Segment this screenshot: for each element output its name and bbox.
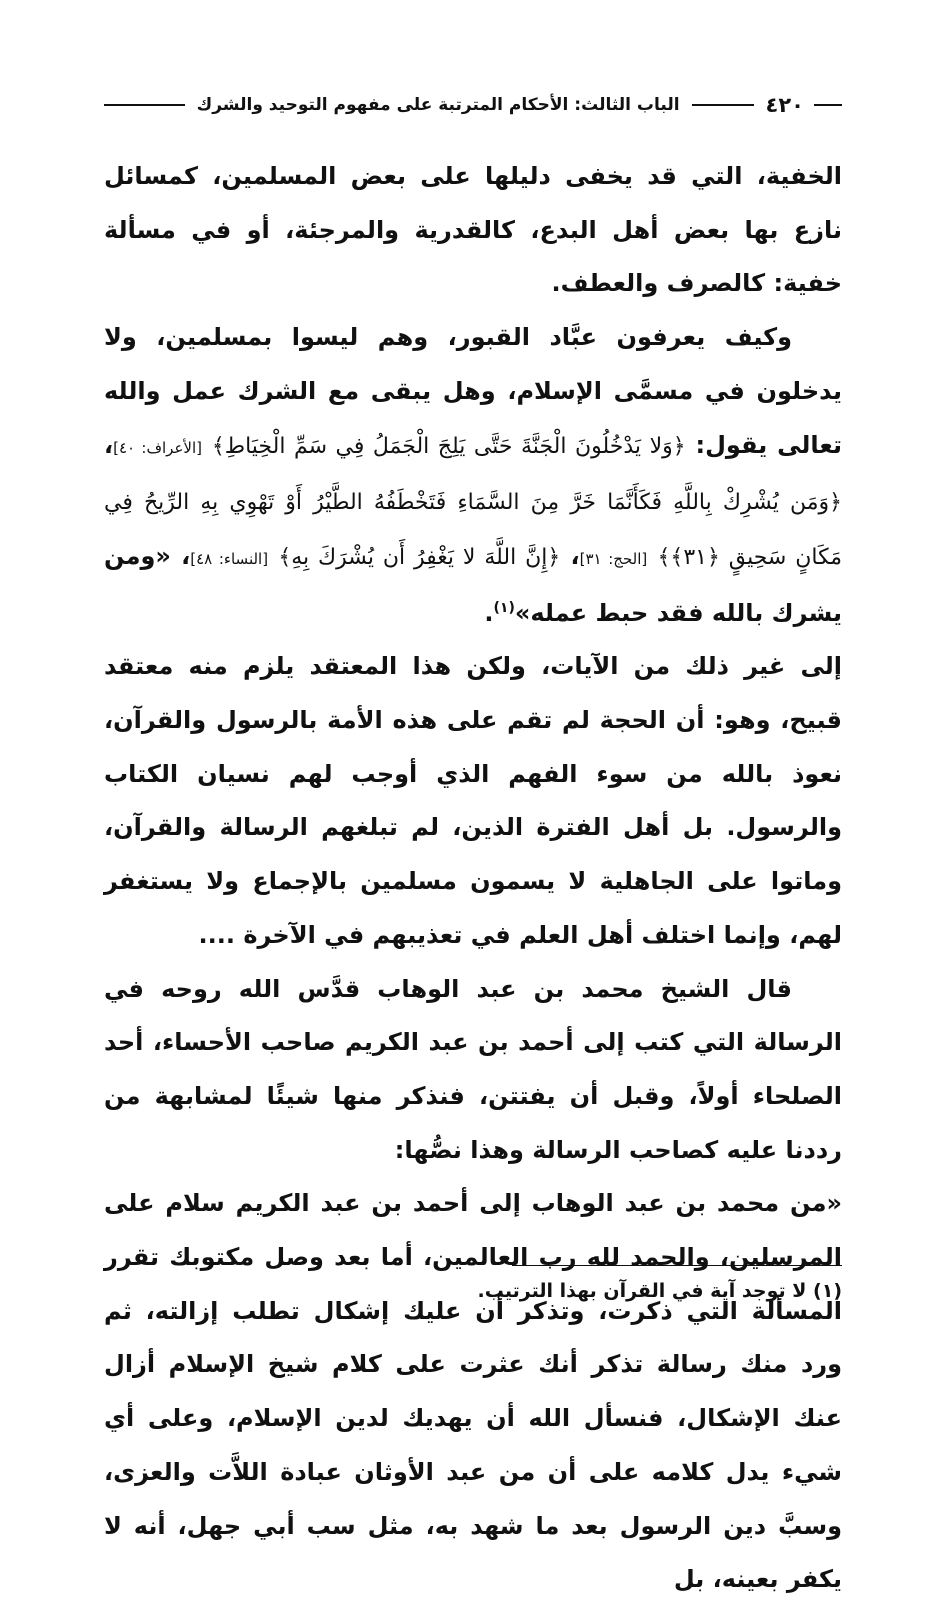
verse-reference-1: [الأعراف: ٤٠]	[113, 438, 202, 457]
footnote-separator	[512, 1265, 842, 1266]
paragraph-3: إلى غير ذلك من الآيات، ولكن هذا المعتقد يلزم منه معتقد قبيح، وهو: أن الحجة لم تقم على هذه الأمة بالرسول والقرآن، نعوذ بالله من سوء الفهم الذي أوجب لهم نسيان الكتاب والرسول. بل أهل الفترة الذين، لم تبلغهم الرسالة والقرآن، وماتوا على الجاهلية لا يسمون مسلمين بالإجماع ولا يستغفر لهم، وإنما اختلف أهل العلم في تعذيبهم في الآخرة ....	[104, 652, 842, 949]
main-text	[104, 150, 842, 1607]
header-rule-left	[104, 104, 185, 106]
footnote-marker: (١)	[493, 599, 515, 616]
paragraph-2-intro: وكيف يعرفون عبَّاد القبور، وهم ليسوا بمسلمين، ولا يدخلون في مسمَّى الإسلام، وهل يبقى مع الشرك عمل والله تعالى يقول:	[104, 323, 842, 459]
quran-verse-1: ﴿وَلا يَدْخُلُونَ الْجَنَّةَ حَتَّى يَلِجَ الْجَمَلُ فِي سَمِّ الْخِيَاطِ﴾	[211, 433, 686, 459]
verse-reference-2: [الحج: ٣١]	[579, 549, 648, 568]
header-rule-right	[814, 104, 842, 106]
quoted-phrase: «ومن يشرك بالله فقد حبط عمله»	[104, 541, 842, 627]
verse-reference-3: [النساء: ٤٨]	[190, 549, 269, 568]
header-rule-middle	[692, 104, 754, 106]
paragraph-2: وكيف يعرفون عبَّاد القبور، وهم ليسوا بمسلمين، ولا يدخلون في مسمَّى الإسلام، وهل يبقى مع الشرك عمل والله تعالى يقول: ﴿وَلا يَدْخُلُونَ الْجَنَّةَ حَتَّى يَلِجَ الْجَمَلُ فِي سَمِّ الْخِيَاطِ﴾ [الأعراف: ٤٠]، ﴿وَمَن يُشْرِكْ بِاللَّهِ فَكَأَنَّمَا خَرَّ مِنَ السَّمَاءِ فَتَخْطَفُهُ الطَّيْرُ أَوْ تَهْوِي بِهِ الرِّيحُ فِي مَكَانٍ سَحِيقٍ ﴿٣١﴾﴾ [الحج: ٣١]، ﴿إِنَّ اللَّهَ لا يَغْفِرُ أَن يُشْرَكَ بِهِ﴾ [النساء: ٤٨]، «ومن يشرك بالله فقد حبط عمله»$^{(١)}$.	[104, 323, 843, 627]
footnote-1: (١) لا توجد آية في القرآن بهذا الترتيب.	[477, 1280, 842, 1302]
running-header	[104, 88, 842, 122]
running-title: الباب الثالث: الأحكام المترتبة على مفهوم التوحيد والشرك	[196, 95, 680, 115]
quran-verse-2: ﴿وَمَن يُشْرِكْ بِاللَّهِ فَكَأَنَّمَا خَرَّ مِنَ السَّمَاءِ فَتَخْطَفُهُ الطَّيْرُ أَوْ تَهْوِي بِهِ الرِّيحُ فِي مَكَانٍ سَحِيقٍ ﴿٣١﴾﴾	[104, 490, 843, 570]
paragraph-1: الخفية، التي قد يخفى دليلها على بعض المسلمين، كمسائل نازع بها بعض أهل البدع، كالقدرية والمرجئة، أو في مسألة خفية: كالصرف والعطف.	[104, 162, 842, 298]
page-number: ٤٢٠	[765, 93, 804, 117]
paragraph-5: «من محمد بن عبد الوهاب إلى أحمد بن عبد الكريم سلام على المرسلين، والحمد لله رب العالمين، أما بعد وصل مكتوبك تقرر المسألة التي ذكرت، وتذكر أن عليك إشكال تطلب إزالته، ثم ورد منك رسالة تذكر أنك عثرت على كلام شيخ الإسلام أزال عنك الإشكال، فنسأل الله أن يهديك لدين الإسلام، وعلى أي شيء يدل كلامه على أن من عبد الأوثان عبادة اللاَّت والعزى، وسبَّ دين الرسول بعد ما شهد به، مثل سب أبي جهل، أنه لا يكفر بعينه، بل	[104, 1189, 842, 1594]
quran-verse-3: ﴿إِنَّ اللَّهَ لا يَغْفِرُ أَن يُشْرَكَ بِهِ﴾	[278, 544, 561, 570]
paragraph-4: قال الشيخ محمد بن عبد الوهاب قدَّس الله روحه في الرسالة التي كتب إلى أحمد بن عبد الكريم صاحب الأحساء، أحد الصلحاء أولاً، وقبل أن يفتتن، فنذكر منها شيئًا لمشابهة من رددنا عليه كصاحب الرسالة وهذا نصُّها:	[104, 974, 842, 1164]
